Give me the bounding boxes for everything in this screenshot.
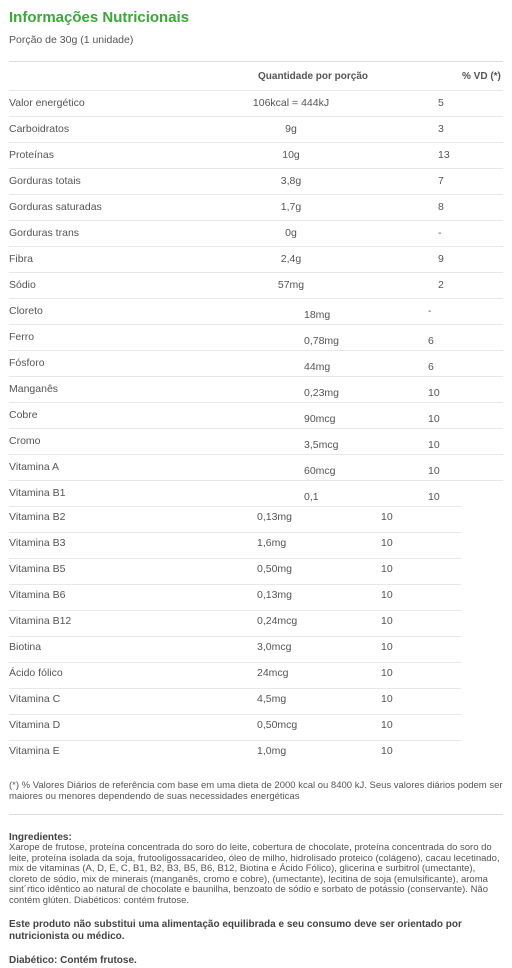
table-row (9, 714, 461, 741)
table-row (9, 584, 461, 611)
nutrient-quantity: 3,0mcg (257, 641, 292, 653)
table-row (9, 168, 503, 195)
nutrient-quantity: 24mcg (257, 667, 289, 679)
nutrient-quantity: 0,50mcg (257, 719, 298, 731)
nutrient-quantity: 9g (285, 123, 297, 135)
table-row (9, 662, 461, 689)
table-row (9, 142, 503, 169)
nutrient-name: Valor energético (9, 97, 85, 109)
table-row (9, 636, 461, 663)
nutrient-name: Cloreto (9, 305, 43, 317)
nutrient-vd: 9 (438, 253, 444, 265)
nutrient-name: Vitamina B6 (9, 589, 66, 601)
nutrient-quantity: 0,23mg (304, 387, 340, 399)
nutrient-vd: 10 (381, 693, 393, 705)
table-row (9, 688, 461, 715)
table-row (9, 350, 503, 377)
nutrient-vd: 10 (381, 719, 393, 731)
nutrient-quantity: 90mcg (304, 413, 336, 425)
nutrient-quantity: 0,13mg (257, 589, 293, 601)
nutrient-vd: 6 (428, 335, 434, 347)
table-row (9, 428, 503, 455)
nutrient-quantity: 0,13mg (257, 511, 293, 523)
table-row (9, 480, 503, 507)
nutrient-vd: 10 (428, 413, 440, 425)
nutrient-quantity: 60mcg (304, 465, 336, 477)
nutrient-vd: 6 (428, 361, 434, 373)
nutrient-vd: 10 (381, 667, 393, 679)
nutrient-quantity: 57mg (277, 279, 305, 291)
table-row (9, 90, 503, 117)
table-row (9, 376, 503, 403)
footnote: (*) % Valores Diários de referência com base em uma dieta de 2000 kcal ou 8400 kJ. Seus valores diários podem ser maiores ou menores dependendo de suas necessidades energéticas (9, 780, 503, 802)
divider (9, 61, 503, 62)
nutrient-name: Proteínas (9, 149, 54, 161)
nutrient-name: Vitamina D (9, 719, 61, 731)
nutrient-name: Fibra (9, 253, 33, 265)
nutrient-quantity: 1,7g (280, 201, 302, 213)
nutrient-name: Vitamina B5 (9, 563, 66, 575)
nutrient-vd: 10 (381, 563, 393, 575)
nutrient-name: Vitamina B12 (9, 615, 72, 627)
nutrient-quantity: 0,1 (304, 491, 319, 503)
table-row (9, 610, 461, 637)
column-header-vd: % VD (*) (462, 71, 501, 82)
nutrient-vd: 10 (381, 745, 393, 757)
nutrient-name: Carboidratos (9, 123, 70, 135)
nutrient-quantity: 0,24mcg (257, 615, 298, 627)
table-row (9, 402, 503, 429)
nutrient-name: Vitamina B2 (9, 511, 66, 523)
nutrient-quantity: 0,78mg (304, 335, 340, 347)
nutrient-vd: 10 (428, 387, 440, 399)
nutrient-quantity: 2,4g (280, 253, 302, 265)
nutrient-vd: - (438, 227, 442, 239)
nutrient-vd: 10 (381, 537, 393, 549)
nutrient-name: Ferro (9, 331, 35, 343)
nutrient-name: Manganês (9, 383, 59, 395)
nutrient-vd: 7 (438, 175, 444, 187)
nutrient-vd: 2 (438, 279, 444, 291)
table-row (9, 324, 503, 351)
nutrient-name: Vitamina B3 (9, 537, 66, 549)
nutrient-vd: 10 (381, 641, 393, 653)
table-row (9, 532, 461, 559)
nutrient-name: Gorduras trans (9, 227, 80, 239)
nutrient-quantity: 0,50mg (257, 563, 293, 575)
nutrient-vd: 10 (428, 491, 440, 503)
ingredients-title: Ingredientes: (9, 832, 72, 843)
nutrient-name: Vitamina B1 (9, 487, 66, 499)
portion-info: Porção de 30g (1 unidade) (9, 34, 134, 46)
nutrient-quantity: 18mg (304, 309, 331, 321)
nutrient-vd: 10 (381, 615, 393, 627)
table-row (9, 116, 503, 143)
nutrient-quantity: 44mg (304, 361, 331, 373)
nutrient-quantity: 4,5mg (257, 693, 287, 705)
nutrient-vd: - (428, 305, 432, 317)
nutrient-vd: 10 (428, 439, 440, 451)
nutrient-quantity: 0g (285, 227, 297, 239)
table-row (9, 506, 461, 533)
disclaimer-note: Este produto não substitui uma alimentação equilibrada e seu consumo deve ser orientado por nutricionista ou médico. (9, 919, 462, 942)
nutrient-quantity: 1,6mg (257, 537, 287, 549)
nutrient-vd: 13 (438, 149, 450, 161)
nutrient-quantity: 1,0mg (257, 745, 287, 757)
nutrient-quantity: 3,5mcg (304, 439, 339, 451)
nutrient-vd: 10 (381, 589, 393, 601)
nutrient-quantity: 3,8g (280, 175, 302, 187)
diabetic-warning: Diabético: Contém frutose. (9, 955, 137, 966)
nutrient-name: Biotina (9, 641, 42, 653)
table-row (9, 740, 461, 767)
divider (9, 814, 503, 815)
column-header-quantity: Quantidade por porção (258, 71, 369, 82)
table-row (9, 454, 503, 481)
nutrient-quantity: 10g (282, 149, 300, 161)
nutrient-name: Vitamina C (9, 693, 61, 705)
table-row (9, 220, 503, 247)
nutrient-name: Sódio (9, 279, 36, 291)
table-row (9, 272, 503, 299)
nutrient-vd: 5 (438, 97, 444, 109)
ingredients-text: Xarope de frutose, proteína concentrada do soro do leite, cobertura de chocolate, proteína concentrada do soro do leite, proteína isolada da soja, frutooligossacarídeo, óleo de milho, hidrolisado proteico (colágeno), cacau lecetinado, mix de vitaminas (A, D, E, C, B1, B2, B3, B5, B6, B12, Biotina e Ácido Fólico), glicerina e surbitrol (umectante), cloreto de sódio, mix de minerais (manganês, cromo e cobre), (umectante), lecitina de soja (emulsificante), aroma sint´rtico idêntico ao natural de chocolate e baunilha, benzoato de sódio e sorbato de potássio (conservante). Não contém glúten. Diabéticos: contém frutose. (9, 842, 500, 906)
nutrient-name: Fósforo (9, 357, 45, 369)
nutrient-vd: 3 (438, 123, 444, 135)
nutrient-name: Vitamina A (9, 461, 60, 473)
nutrient-vd: 10 (381, 511, 393, 523)
nutrient-name: Ácido fólico (9, 667, 63, 679)
table-row (9, 194, 503, 221)
nutrient-vd: 10 (428, 465, 440, 477)
nutrient-name: Vitamina E (9, 745, 60, 757)
table-row (9, 298, 503, 325)
nutrient-name: Gorduras totais (9, 175, 81, 187)
page-title: Informações Nutricionais (9, 9, 190, 26)
nutrient-name: Cromo (9, 435, 41, 447)
nutrient-vd: 8 (438, 201, 444, 213)
table-row (9, 558, 461, 585)
nutrient-name: Gorduras saturadas (9, 201, 102, 213)
table-row (9, 246, 503, 273)
nutrient-name: Cobre (9, 409, 38, 421)
nutrient-quantity: 106kcal = 444kJ (252, 97, 330, 109)
